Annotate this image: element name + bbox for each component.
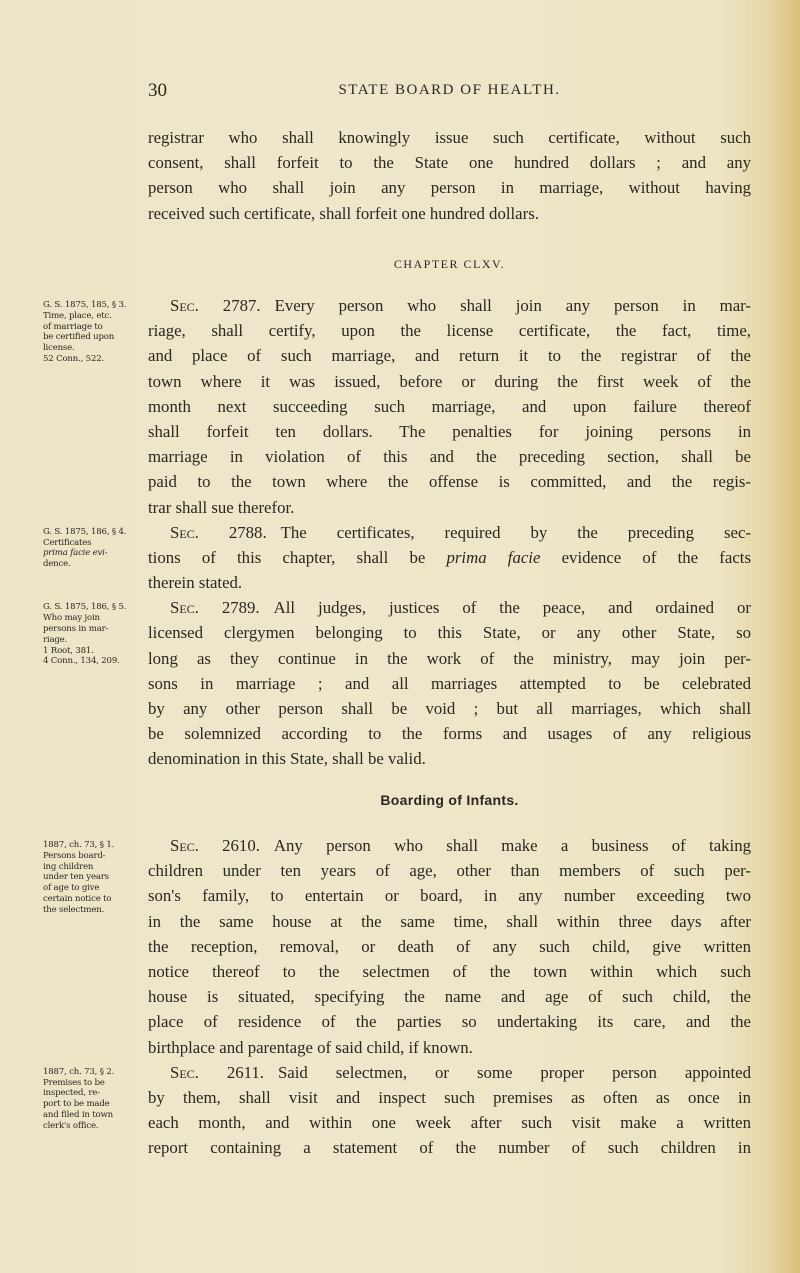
running-head: STATE BOARD OF HEALTH. bbox=[338, 82, 561, 98]
text-line bbox=[148, 721, 751, 746]
text-line bbox=[148, 1009, 751, 1034]
text-line bbox=[148, 883, 751, 908]
margin-note-line: persons in mar- bbox=[43, 623, 109, 634]
page-number: 30 bbox=[148, 80, 167, 101]
margin-note bbox=[43, 300, 147, 365]
text-line: registrar who shall knowingly issue such certificate, without such bbox=[148, 128, 751, 147]
text-fragment: be solemnized according to the forms and usages of any religious bbox=[148, 724, 751, 744]
text-line bbox=[148, 469, 751, 494]
text-fragment: shall forfeit ten dollars. The penalties for joining persons in bbox=[148, 421, 751, 441]
text-line bbox=[148, 318, 751, 343]
text-fragment: each month, and within one week after such visit make a written bbox=[148, 1113, 751, 1133]
margin-note-line: the selectmen. bbox=[43, 904, 105, 915]
text-fragment: report containing a statement of the number of such children in bbox=[148, 1138, 751, 1158]
text-fragment: therein stated. bbox=[148, 573, 243, 593]
section-2787 bbox=[148, 293, 751, 772]
margin-note-line: port to be made bbox=[43, 1099, 110, 1110]
margin-note-line: 52 Conn., 522. bbox=[43, 353, 105, 364]
margin-note-line: clerk's office. bbox=[43, 1120, 99, 1131]
text-line bbox=[148, 959, 751, 984]
text-line: person who shall join any person in marriage, without having bbox=[148, 178, 751, 198]
text-line bbox=[148, 1135, 751, 1160]
margin-note bbox=[43, 1067, 147, 1132]
margin-note-line: Certificates bbox=[43, 537, 92, 548]
text-fragment: children under ten years of age, other than members of such per- bbox=[148, 861, 751, 881]
text-fragment: marriage in violation of this and the preceding section, shall be bbox=[148, 447, 751, 467]
section-label: Sec. 2611. bbox=[170, 1062, 264, 1082]
margin-note-line: 4 Conn., 134, 209. bbox=[43, 656, 120, 667]
text-line bbox=[148, 984, 751, 1009]
text-fragment: Every person who shall join any person in mar- bbox=[274, 296, 751, 315]
text-fragment: and place of such marriage, and return it to the registrar of the bbox=[148, 346, 751, 366]
text-fragment: by any other person shall be void ; but all marriages, which shall bbox=[148, 699, 751, 718]
text-fragment: by them, shall visit and inspect such premises as often as once in bbox=[148, 1087, 751, 1107]
margin-note-line: be certified upon bbox=[43, 332, 115, 343]
text-line bbox=[148, 746, 751, 771]
margin-note bbox=[43, 602, 147, 667]
text-fragment: licensed clergymen belonging to this State, or any other State, so bbox=[148, 623, 751, 643]
chapter-heading: CHAPTER CLXV. bbox=[393, 257, 506, 271]
text-line: received such certificate, shall forfeit one hundred dollars. bbox=[148, 203, 539, 223]
text-line bbox=[148, 646, 751, 671]
text-line bbox=[148, 1035, 751, 1060]
text-fragment: paid to the town where the offense is committed, and the regis- bbox=[148, 472, 751, 492]
text-fragment: town where it was issued, before or during the first week of the bbox=[148, 371, 751, 391]
margin-note-line: of age to give bbox=[43, 883, 100, 894]
margin-note-line: under ten years bbox=[43, 872, 109, 883]
margin-note-line: prima facie evi- bbox=[43, 548, 108, 559]
margin-note-line: G. S. 1875, 185, § 3. bbox=[43, 300, 127, 310]
margin-note-line: 1887, ch. 73, § 1. bbox=[43, 840, 115, 850]
text-fragment: tions of this chapter, shall be bbox=[148, 547, 447, 567]
section-label: Sec. 2788. bbox=[170, 522, 267, 542]
margin-note-line: ing children bbox=[43, 861, 94, 872]
text-line bbox=[148, 934, 751, 959]
text-line bbox=[148, 570, 751, 595]
text-line bbox=[148, 1060, 751, 1085]
text-line bbox=[148, 394, 751, 419]
margin-note-line: 1887, ch. 73, § 2. bbox=[43, 1066, 115, 1077]
text-fragment: notice thereof to the selectmen of the town within which such bbox=[148, 961, 751, 981]
margin-note-line: Persons board- bbox=[43, 850, 106, 861]
margin-note-line: license. bbox=[43, 343, 75, 354]
text-line bbox=[148, 1085, 751, 1110]
margin-note-line: G. S. 1875, 186, § 5. bbox=[43, 602, 127, 613]
text-line bbox=[148, 545, 751, 570]
text-fragment: birthplace and parentage of said child, if known. bbox=[148, 1037, 473, 1057]
text-line bbox=[148, 1110, 751, 1135]
text-line bbox=[148, 419, 751, 444]
margin-note-line: of marriage to bbox=[43, 321, 103, 332]
text-fragment: Said selectmen, or some proper person appointed bbox=[277, 1062, 751, 1082]
text-line bbox=[148, 595, 751, 620]
margin-note-line: Premises to be bbox=[43, 1077, 105, 1088]
margin-note bbox=[43, 527, 147, 570]
text-fragment: riage, shall certify, upon the license certificate, the fact, time, bbox=[148, 321, 751, 341]
text-fragment: denomination in this State, shall be valid. bbox=[148, 749, 426, 769]
margin-note-line: Time, place, etc. bbox=[43, 310, 112, 321]
text-line bbox=[148, 293, 751, 318]
text-line bbox=[148, 858, 751, 883]
text-fragment: house is situated, specifying the name and age of such child, the bbox=[148, 987, 751, 1007]
section-label: Sec. 2787. bbox=[170, 296, 261, 315]
section-2610 bbox=[148, 833, 751, 1160]
text-fragment: Any person who shall make a business of taking bbox=[273, 836, 751, 855]
margin-note-line: and filed in town bbox=[43, 1109, 114, 1120]
margin-note-line: riage. bbox=[43, 634, 68, 645]
italic-phrase: prima facie bbox=[446, 547, 541, 567]
intro-paragraph bbox=[148, 125, 751, 226]
text-line bbox=[148, 343, 751, 368]
text-line bbox=[148, 369, 751, 394]
margin-note-line: dence. bbox=[43, 559, 71, 570]
text-line bbox=[148, 671, 751, 696]
text-fragment: All judges, justices of the peace, and ordained or bbox=[273, 598, 751, 618]
text-line bbox=[148, 495, 751, 520]
text-fragment: trar shall sue therefor. bbox=[148, 497, 295, 517]
text-fragment: evidence of the facts bbox=[540, 547, 751, 567]
margin-note-line: G. S. 1875, 186, § 4. bbox=[43, 526, 127, 537]
text-fragment: son's family, to entertain or board, in any number exceeding two bbox=[148, 886, 751, 906]
margin-note bbox=[43, 840, 147, 916]
subheading: Boarding of Infants. bbox=[380, 792, 519, 808]
text-line bbox=[148, 620, 751, 645]
margin-note-line: inspected, re- bbox=[43, 1088, 100, 1099]
text-line bbox=[148, 444, 751, 469]
text-line: consent, shall forfeit to the State one hundred dollars ; and any bbox=[148, 153, 751, 173]
margin-note-line: Who may join bbox=[43, 613, 100, 624]
text-fragment: month next succeeding such marriage, and upon failure thereof bbox=[148, 396, 751, 416]
text-fragment: in the same house at the same time, shall within three days after bbox=[148, 911, 751, 931]
text-fragment: The certificates, required by the preceding sec- bbox=[280, 522, 751, 542]
text-line bbox=[148, 833, 751, 858]
margin-note-line: certain notice to bbox=[43, 893, 112, 904]
section-label: Sec. 2610. bbox=[170, 836, 260, 855]
text-fragment: the reception, removal, or death of any such child, give written bbox=[148, 936, 751, 956]
text-line bbox=[148, 520, 751, 545]
text-line bbox=[148, 909, 751, 934]
margin-note-line: 1 Root, 381. bbox=[43, 645, 94, 656]
text-line bbox=[148, 696, 751, 721]
text-fragment: sons in marriage ; and all marriages attempted to be celebrated bbox=[148, 673, 751, 693]
text-fragment: place of residence of the parties so undertaking its care, and the bbox=[148, 1012, 751, 1032]
section-label: Sec. 2789. bbox=[170, 598, 260, 618]
text-fragment: long as they continue in the work of the ministry, may join per- bbox=[148, 648, 751, 668]
